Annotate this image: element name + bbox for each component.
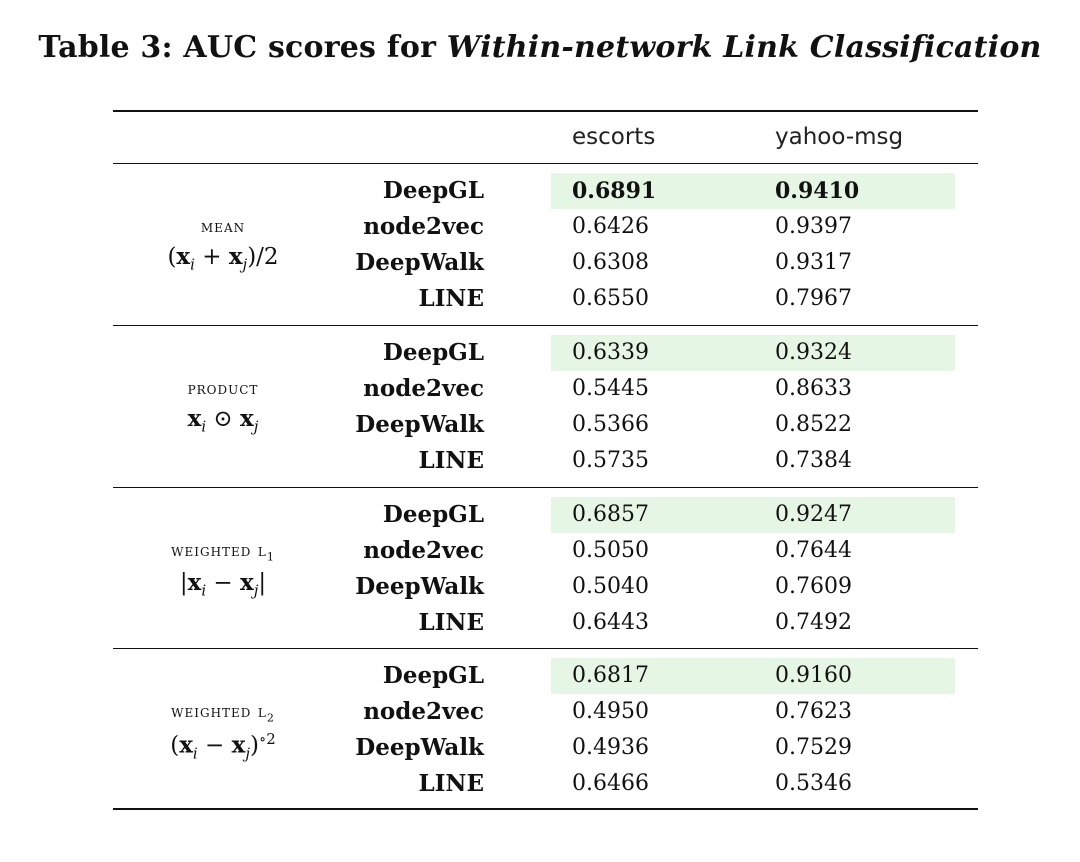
cell-escorts: 0.6308 — [572, 250, 649, 275]
group-name-subscript: 2 — [266, 711, 275, 725]
group-name: product — [187, 379, 259, 399]
table-row — [113, 497, 978, 533]
method-name: DeepWalk — [355, 249, 484, 276]
col-header-escorts: escorts — [572, 124, 656, 150]
method-name: DeepWalk — [355, 411, 484, 438]
col-header-yahoo-msg: yahoo-msg — [775, 124, 904, 150]
cell-escorts: 0.6891 — [572, 178, 657, 204]
table-row — [113, 173, 978, 209]
table-row — [113, 281, 978, 317]
cell-escorts: 0.5735 — [572, 448, 649, 473]
method-name: DeepGL — [382, 501, 484, 528]
cell-escorts: 0.6339 — [572, 340, 649, 365]
cell-yahoo-msg: 0.9317 — [775, 250, 852, 275]
cell-yahoo-msg: 0.9324 — [775, 340, 852, 365]
table-row — [113, 766, 978, 802]
cell-escorts: 0.5050 — [572, 538, 649, 563]
cell-yahoo-msg: 0.7492 — [775, 610, 852, 635]
cell-yahoo-msg: 0.8633 — [775, 376, 852, 401]
group-formula: $|x_i - x_j|$ — [179, 569, 267, 600]
method-name: DeepWalk — [355, 734, 484, 761]
cell-yahoo-msg: 0.7384 — [775, 448, 852, 473]
group-formula: $(x_i + x_j)/2$ — [167, 243, 279, 274]
group-name: mean — [200, 217, 246, 237]
table-row — [113, 407, 978, 443]
table-row — [113, 245, 978, 281]
cell-yahoo-msg: 0.7644 — [775, 538, 852, 563]
method-name: node2vec — [363, 213, 484, 240]
table-row — [113, 730, 978, 766]
caption-italic: Within-network Link Classification — [446, 30, 1042, 65]
group-weighted-l2 — [113, 658, 978, 802]
cell-yahoo-msg: 0.7967 — [775, 286, 852, 311]
table-row — [113, 694, 978, 730]
header-rule — [113, 163, 978, 164]
table-row — [113, 605, 978, 641]
method-name: node2vec — [363, 698, 484, 725]
table-row — [113, 569, 978, 605]
cell-yahoo-msg: 0.7623 — [775, 699, 852, 724]
method-name: LINE — [418, 447, 484, 474]
group-separator-rule — [113, 648, 978, 649]
method-name: node2vec — [363, 537, 484, 564]
group-separator-rule — [113, 325, 978, 326]
group-formula: $x_i$ ⊙ $x_j$ — [187, 405, 259, 436]
cell-escorts: 0.5040 — [572, 574, 649, 599]
cell-yahoo-msg: 0.9247 — [775, 502, 852, 527]
group-separator-rule — [113, 487, 978, 488]
method-name: DeepWalk — [355, 573, 484, 600]
top-rule — [113, 110, 978, 112]
cell-escorts: 0.6817 — [572, 663, 649, 688]
bottom-rule — [113, 808, 978, 810]
cell-yahoo-msg: 0.9410 — [775, 178, 860, 204]
method-name: node2vec — [363, 375, 484, 402]
cell-yahoo-msg: 0.9160 — [775, 663, 852, 688]
cell-escorts: 0.5445 — [572, 376, 649, 401]
cell-escorts: 0.6466 — [572, 771, 649, 796]
group-name: weighted $l_1$ — [171, 541, 275, 564]
cell-yahoo-msg: 0.9397 — [775, 214, 852, 239]
group-name: weighted $l_2$ — [171, 702, 275, 725]
table-row — [113, 658, 978, 694]
cell-escorts: 0.4936 — [572, 735, 649, 760]
group-formula: $(x_i - x_j)^{\circ 2}$ — [170, 730, 276, 763]
group-name-subscript: 1 — [266, 550, 275, 564]
method-name: DeepGL — [382, 177, 484, 204]
table-row — [113, 335, 978, 371]
table-row — [113, 209, 978, 245]
group-product — [113, 335, 978, 479]
cell-escorts: 0.6426 — [572, 214, 649, 239]
table-row — [113, 533, 978, 569]
method-name: LINE — [418, 770, 484, 797]
method-name: LINE — [418, 285, 484, 312]
cell-escorts: 0.6857 — [572, 502, 649, 527]
cell-yahoo-msg: 0.7529 — [775, 735, 852, 760]
group-mean — [113, 173, 978, 317]
cell-yahoo-msg: 0.7609 — [775, 574, 852, 599]
cell-yahoo-msg: 0.5346 — [775, 771, 852, 796]
caption-prefix: Table 3: AUC scores for — [38, 30, 447, 65]
cell-escorts: 0.4950 — [572, 699, 649, 724]
group-weighted-l1 — [113, 497, 978, 641]
table-caption — [0, 30, 1080, 65]
method-name: DeepGL — [382, 662, 484, 689]
cell-escorts: 0.6550 — [572, 286, 649, 311]
table-row — [113, 371, 978, 407]
cell-escorts: 0.5366 — [572, 412, 649, 437]
method-name: DeepGL — [382, 339, 484, 366]
table-row — [113, 443, 978, 479]
cell-yahoo-msg: 0.8522 — [775, 412, 852, 437]
cell-escorts: 0.6443 — [572, 610, 649, 635]
method-name: LINE — [418, 609, 484, 636]
